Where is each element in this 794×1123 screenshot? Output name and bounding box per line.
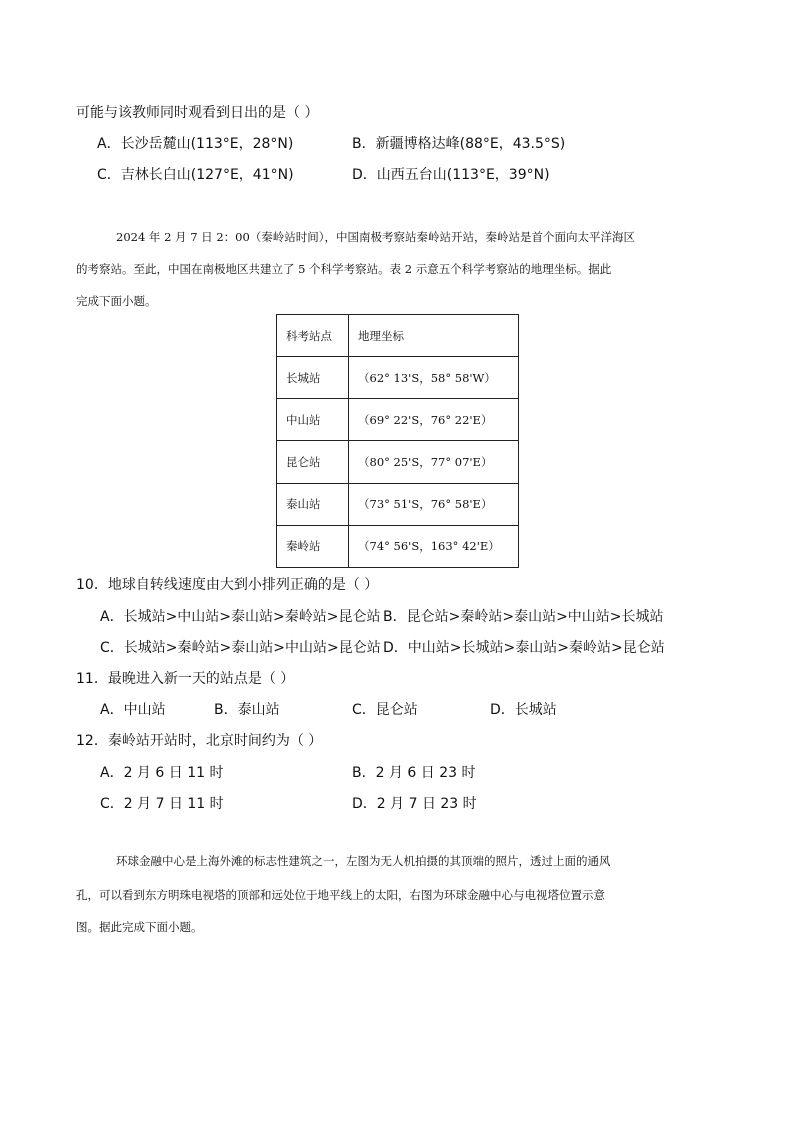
station-name: 长城站 — [277, 357, 349, 399]
station-coords: （62° 13'S，58° 58'W） — [349, 357, 519, 399]
station-coords: （69° 22'S，76° 22'E） — [349, 399, 519, 441]
question-stem: 可能与该教师同时观看到日出的是（ ） — [76, 105, 319, 121]
option-a: A．长沙岳麓山(113°E，28°N) — [97, 136, 294, 152]
q10-option-a: A．长城站>中山站>泰山站>秦岭站>昆仑站 — [100, 609, 381, 625]
option-b: B．新疆博格达峰(88°E，43.5°S) — [352, 136, 566, 152]
option-d: D．山西五台山(113°E，39°N) — [352, 167, 550, 183]
passage-line: 环球金融中心是上海外滩的标志性建筑之一，左图为无人机拍摄的其顶端的照片，透过上面的通风 — [116, 854, 611, 868]
table-row — [277, 441, 519, 483]
q10-stem: 10．地球自转线速度由大到小排列正确的是（ ） — [76, 577, 379, 593]
station-coords: （74° 56'S，163° 42'E） — [349, 525, 519, 567]
station-name: 中山站 — [277, 399, 349, 441]
q11-option-b: B．泰山站 — [214, 702, 280, 718]
q10-option-d: D．中山站>长城站>泰山站>秦岭站>昆仑站 — [383, 640, 665, 656]
station-name: 泰山站 — [277, 483, 349, 525]
passage-line: 2024 年 2 月 7 日 2：00（秦岭站时间），中国南极考察站秦岭站开站，秦岭站是首个面向太平洋海区 — [116, 230, 636, 244]
q11-option-c: C．昆仑站 — [352, 702, 418, 718]
table-row — [277, 399, 519, 441]
table-row — [277, 483, 519, 525]
passage-line: 孔，可以看到东方明珠电视塔的顶部和远处位于地平线上的太阳，右图为环球金融中心与电视塔位置示意 — [76, 888, 605, 902]
table-row — [277, 357, 519, 399]
passage-line: 图。据此完成下面小题。 — [76, 920, 203, 934]
q11-option-d: D．长城站 — [490, 702, 557, 718]
station-name: 秦岭站 — [277, 525, 349, 567]
q12-option-c: C．2 月 7 日 11 时 — [100, 796, 224, 812]
q12-option-b: B．2 月 6 日 23 时 — [352, 765, 476, 781]
q12-option-d: D．2 月 7 日 23 时 — [352, 796, 477, 812]
q12-stem: 12．秦岭站开站时，北京时间约为（ ） — [76, 733, 323, 749]
q12-option-a: A．2 月 6 日 11 时 — [100, 765, 224, 781]
option-c: C．吉林长白山(127°E，41°N) — [97, 167, 294, 183]
table-header-row — [277, 315, 519, 357]
station-coords: （80° 25'S，77° 07'E） — [349, 441, 519, 483]
station-coords: （73° 51'S，76° 58'E） — [349, 483, 519, 525]
q10-option-b: B．昆仑站>秦岭站>泰山站>中山站>长城站 — [383, 609, 664, 625]
q11-option-a: A．中山站 — [100, 702, 166, 718]
header-coordinates: 地理坐标 — [349, 315, 519, 357]
station-coordinates-table — [276, 314, 519, 568]
station-name: 昆仑站 — [277, 441, 349, 483]
q11-stem: 11．最晚进入新一天的站点是（ ） — [76, 671, 295, 687]
q10-option-c: C．长城站>秦岭站>泰山站>中山站>昆仑站 — [100, 640, 381, 656]
passage-line: 完成下面小题。 — [76, 294, 157, 308]
table-row — [277, 525, 519, 567]
passage-line: 的考察站。至此，中国在南极地区共建立了 5 个科学考察站。表 2 示意五个科学考察站的地理坐标。据此 — [76, 262, 612, 276]
header-station: 科考站点 — [277, 315, 349, 357]
